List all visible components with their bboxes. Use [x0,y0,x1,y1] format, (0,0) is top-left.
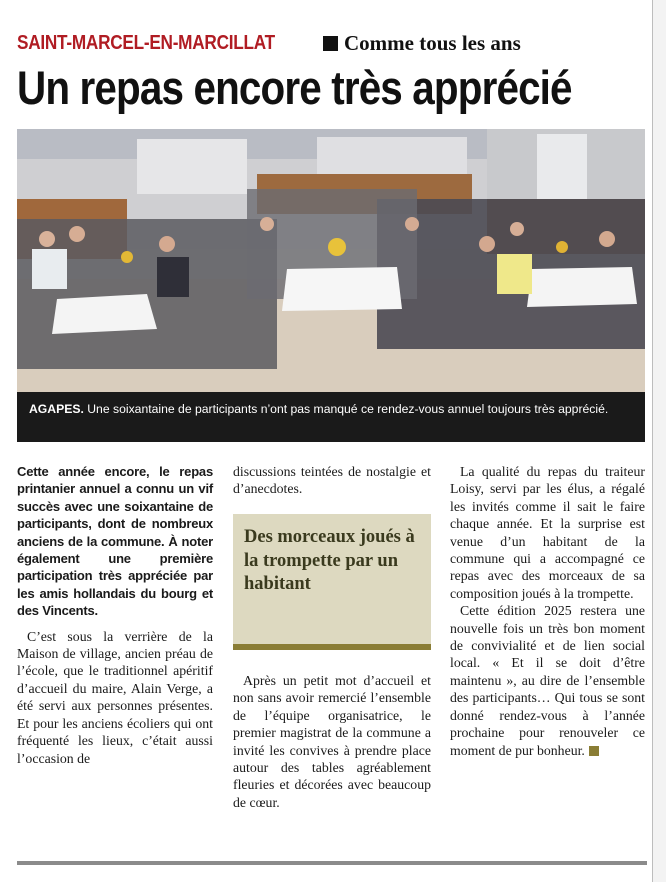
body-paragraph: Cette édition 2025 restera une nouvelle fois un très bon moment de convivialité et de lien social local. « Et il se doit d’être maintenu », au dire de l’ensemble des participants… Qui tous se sont donné rendez-vous à l’année prochaine pour renouveler ce moment de pur bonheur. [450,603,645,758]
body-paragraph: La qualité du repas du traiteur Loisy, servi par les élus, a régalé les invités comme il sait le faire chaque année. Et la surprise est venue d’un habitant de la commune qui a accompagné ce repas avec des morceaux de sa composition joués à la trompette. [450,464,645,601]
body-paragraph-end [450,602,645,759]
pull-quote-text: Des morceaux joués à la trompette par un habitant [244,527,415,594]
body-paragraph: discussions teintées de nostalgie et d’anecdotes. [233,464,431,497]
column-1 [17,463,213,767]
caption-text: Une soixantaine de participants n’ont pas manqué ce rendez-vous annuel toujours très apprécié. [87,402,609,416]
column-2-top [233,463,431,498]
article-photo [17,129,645,392]
body-paragraph: C’est sous la verrière de la Maison de village, ancien préau de l’école, que le traditionnel apéritif d’accueil du maire, Alain Verge, a été servi aux personnes présentes. Et pour les anciens écoliers qui ont fréquenté les lieux, c’était aussi l’occasion de [17,628,213,766]
pull-quote [233,514,431,650]
column-3 [450,463,645,759]
kicker-location: SAINT-MARCEL-EN-MARCILLAT [17,31,275,54]
caption-lead: AGAPES. [29,402,84,416]
photo-caption [17,392,645,442]
article-kicker [17,30,521,56]
article-intro: Cette année encore, le repas printanier annuel a connu un vif succès avec une soixantaine de participants, dont de nombreux anciens de la commune. À noter également une première participation très appréciée par les amis hollandais du bourg et des Vincents. [17,464,213,619]
adjacent-page-edge [652,0,666,882]
bottom-divider [17,861,647,865]
column-2-bottom [233,672,431,811]
end-mark-icon [589,746,599,756]
kicker-subtitle: Comme tous les ans [344,30,521,55]
headline: Un repas encore très apprécié [17,61,572,114]
square-bullet-icon [323,36,338,51]
body-paragraph: Après un petit mot d’accueil et non sans avoir remercié l’ensemble de l’équipe organisatrice, le premier magistrat de la commune a invité les convives à prendre place autour des tables agréablement fleuries et décorées avec beaucoup de cœur. [233,673,431,810]
